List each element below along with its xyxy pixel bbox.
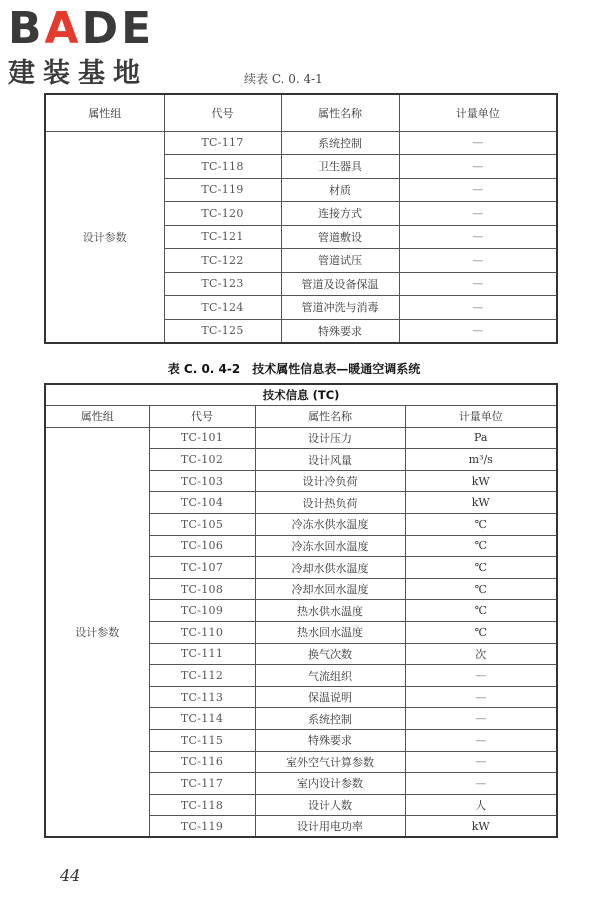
attribute-name-cell: 管道敷设	[281, 225, 399, 249]
header-attribute-group: 属性组	[45, 94, 164, 131]
table-continued-c041	[44, 93, 558, 344]
code-cell: TC-107	[149, 557, 255, 579]
attribute-name-cell: 材质	[281, 178, 399, 202]
attribute-name-cell: 换气次数	[255, 643, 405, 665]
attribute-name-cell: 管道冲洗与消毒	[281, 296, 399, 320]
logo-subtitle: 建装基地	[8, 58, 148, 89]
table-row	[45, 131, 557, 155]
unit-cell: 次	[405, 643, 557, 665]
attribute-name-cell: 设计用电功率	[255, 816, 405, 838]
unit-cell: ℃	[405, 600, 557, 622]
code-cell: TC-105	[149, 514, 255, 536]
unit-cell: —	[399, 178, 557, 202]
attribute-group-cell: 设计参数	[45, 131, 164, 343]
code-cell: TC-106	[149, 535, 255, 557]
attribute-name-cell: 冷冻水回水温度	[255, 535, 405, 557]
attribute-name-cell: 特殊要求	[255, 730, 405, 752]
attribute-name-cell: 特殊要求	[281, 319, 399, 343]
table-section-row	[45, 384, 557, 406]
unit-cell: kW	[405, 492, 557, 514]
unit-cell: —	[405, 773, 557, 795]
header-code: 代号	[164, 94, 281, 131]
code-cell: TC-122	[164, 249, 281, 273]
unit-cell: kW	[405, 816, 557, 838]
attribute-name-cell: 管道及设备保温	[281, 272, 399, 296]
unit-cell: —	[399, 249, 557, 273]
attribute-name-cell: 热水回水温度	[255, 622, 405, 644]
code-cell: TC-109	[149, 600, 255, 622]
attribute-name-cell: 设计压力	[255, 427, 405, 449]
header-attribute-name: 属性名称	[255, 406, 405, 428]
attribute-name-cell: 冷冻水供水温度	[255, 514, 405, 536]
code-cell: TC-118	[149, 794, 255, 816]
table-c042-hvac	[44, 383, 558, 838]
code-cell: TC-115	[149, 730, 255, 752]
code-cell: TC-119	[149, 816, 255, 838]
code-cell: TC-118	[164, 155, 281, 179]
code-cell: TC-124	[164, 296, 281, 320]
attribute-name-cell: 卫生器具	[281, 155, 399, 179]
code-cell: TC-121	[164, 225, 281, 249]
table2-caption-title: 技术属性信息表—暖通空调系统	[252, 362, 421, 376]
header-unit: 计量单位	[399, 94, 557, 131]
logo-wordmark: BADE	[8, 3, 155, 54]
attribute-name-cell: 设计冷负荷	[255, 470, 405, 492]
unit-cell: ℃	[405, 535, 557, 557]
attribute-group-cell: 设计参数	[45, 427, 149, 837]
code-cell: TC-113	[149, 686, 255, 708]
unit-cell: —	[405, 730, 557, 752]
code-cell: TC-108	[149, 578, 255, 600]
attribute-name-cell: 系统控制	[255, 708, 405, 730]
header-attribute-name: 属性名称	[281, 94, 399, 131]
unit-cell: —	[399, 225, 557, 249]
unit-cell: ℃	[405, 514, 557, 536]
table-row	[45, 427, 557, 449]
attribute-name-cell: 设计人数	[255, 794, 405, 816]
code-cell: TC-110	[149, 622, 255, 644]
header-attribute-group: 属性组	[45, 406, 149, 428]
unit-cell: —	[405, 708, 557, 730]
unit-cell: ℃	[405, 557, 557, 579]
code-cell: TC-114	[149, 708, 255, 730]
unit-cell: 人	[405, 794, 557, 816]
code-cell: TC-117	[164, 131, 281, 155]
attribute-name-cell: 气流组织	[255, 665, 405, 687]
code-cell: TC-117	[149, 773, 255, 795]
header-unit: 计量单位	[405, 406, 557, 428]
code-cell: TC-103	[149, 470, 255, 492]
unit-cell: —	[399, 272, 557, 296]
attribute-name-cell: 连接方式	[281, 202, 399, 226]
attribute-name-cell: 设计热负荷	[255, 492, 405, 514]
attribute-name-cell: 室外空气计算参数	[255, 751, 405, 773]
code-cell: TC-101	[149, 427, 255, 449]
bade-logo	[6, 4, 176, 90]
table-header-row	[45, 406, 557, 428]
attribute-name-cell: 保温说明	[255, 686, 405, 708]
attribute-name-cell: 冷却水回水温度	[255, 578, 405, 600]
attribute-name-cell: 管道试压	[281, 249, 399, 273]
unit-cell: —	[399, 202, 557, 226]
code-cell: TC-111	[149, 643, 255, 665]
unit-cell: —	[399, 155, 557, 179]
unit-cell: —	[405, 751, 557, 773]
code-cell: TC-125	[164, 319, 281, 343]
unit-cell: —	[399, 319, 557, 343]
code-cell: TC-123	[164, 272, 281, 296]
attribute-name-cell: 系统控制	[281, 131, 399, 155]
code-cell: TC-102	[149, 449, 255, 471]
table2-caption-number: 表 C. 0. 4-2	[167, 362, 241, 376]
attribute-name-cell: 室内设计参数	[255, 773, 405, 795]
unit-cell: ℃	[405, 578, 557, 600]
unit-cell: —	[399, 131, 557, 155]
code-cell: TC-112	[149, 665, 255, 687]
code-cell: TC-119	[164, 178, 281, 202]
unit-cell: m³/s	[405, 449, 557, 471]
attribute-name-cell: 设计风量	[255, 449, 405, 471]
header-code: 代号	[149, 406, 255, 428]
attribute-name-cell: 冷却水供水温度	[255, 557, 405, 579]
page-number: 44	[60, 866, 81, 885]
attribute-name-cell: 热水供水温度	[255, 600, 405, 622]
table-header-row	[45, 94, 557, 131]
unit-cell: —	[405, 665, 557, 687]
code-cell: TC-116	[149, 751, 255, 773]
unit-cell: ℃	[405, 622, 557, 644]
unit-cell: kW	[405, 470, 557, 492]
table2-caption	[0, 360, 600, 377]
section-title: 技术信息 (TC)	[45, 384, 557, 406]
code-cell: TC-120	[164, 202, 281, 226]
unit-cell: —	[405, 686, 557, 708]
table1-caption: 续表 C. 0. 4-1	[244, 72, 323, 86]
unit-cell: —	[399, 296, 557, 320]
code-cell: TC-104	[149, 492, 255, 514]
unit-cell: Pa	[405, 427, 557, 449]
